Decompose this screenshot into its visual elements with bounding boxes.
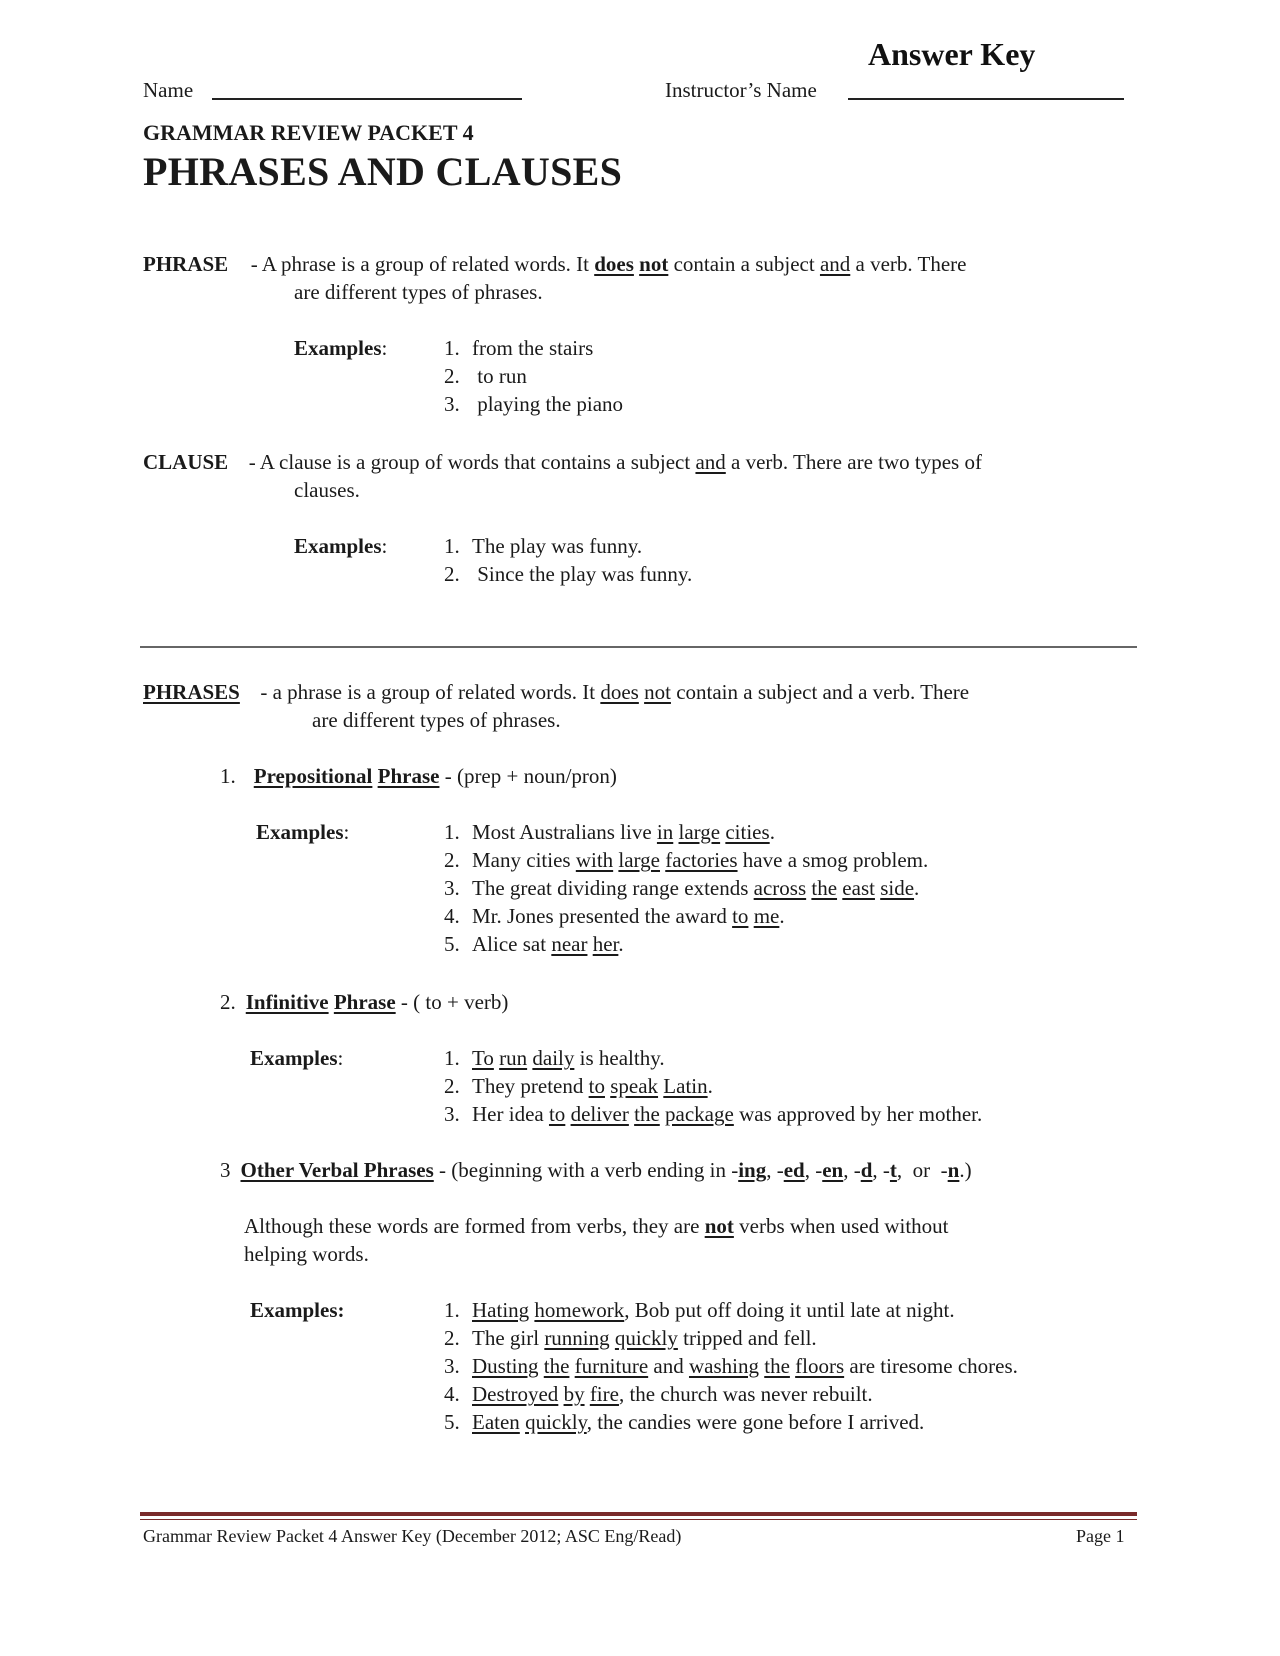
phrase-term: PHRASE [143, 252, 229, 276]
list-item: 1. Hating homework, Bob put off doing it until late at night. [444, 1298, 955, 1322]
list-item: 3. playing the piano [444, 392, 624, 416]
answer-key-heading: Answer Key [868, 36, 1036, 72]
clause-definition-line1: CLAUSE - A clause is a group of words that contains a subject and a verb. There are two types of [143, 450, 982, 474]
section-divider [140, 646, 1137, 648]
other-verbal-examples-list [444, 1296, 1018, 1436]
prepositional-examples-label: Examples: [256, 820, 350, 844]
page-number: Page 1 [1076, 1526, 1125, 1546]
other-verbal-examples-label: Examples: [250, 1298, 345, 1322]
phrase-examples-label: Examples: [294, 336, 388, 360]
other-verbal-heading: 3 Other Verbal Phrases - (beginning with a verb ending in -ing, -ed, -en, -d, -t, or -n.) [220, 1158, 972, 1182]
prepositional-examples-list [444, 818, 928, 958]
phrases-term: PHRASES [143, 680, 240, 704]
name-field-line[interactable] [212, 98, 522, 100]
clause-definition-line2: clauses. [294, 478, 360, 502]
list-item: 3. Dusting the furniture and washing the floors are tiresome chores. [444, 1354, 1018, 1378]
list-item: 5. Eaten quickly, the candies were gone before I arrived. [444, 1410, 925, 1434]
footer-text: Grammar Review Packet 4 Answer Key (December 2012; ASC Eng/Read) [143, 1526, 682, 1546]
footer-rule-thin [140, 1519, 1137, 1520]
phrase-definition-line1: PHRASE - A phrase is a group of related words. It does not contain a subject and a verb. There [143, 252, 967, 276]
prepositional-heading: 1. Prepositional Phrase - (prep + noun/pron) [220, 764, 617, 788]
list-item: 2. Since the play was funny. [444, 562, 693, 586]
phrase-examples-list [444, 334, 623, 418]
list-item: 4. Destroyed by fire, the church was never rebuilt. [444, 1382, 873, 1406]
clause-term: CLAUSE [143, 450, 229, 474]
instructor-name-field-line[interactable] [848, 98, 1124, 100]
list-item: 1. To run daily is healthy. [444, 1046, 665, 1070]
instructor-name-label: Instructor’s Name [665, 78, 817, 102]
packet-title: GRAMMAR REVIEW PACKET 4 [143, 120, 474, 145]
list-item: 3. Her idea to deliver the package was approved by her mother. [444, 1102, 983, 1126]
list-item: 2. to run [444, 364, 527, 388]
list-item: 5. Alice sat near her. [444, 932, 624, 956]
phrases-section-line1: PHRASES - a phrase is a group of related words. It does not contain a subject and a verb. There [143, 680, 970, 704]
clause-examples-label: Examples: [294, 534, 388, 558]
list-item: 2. Many cities with large factories have a smog problem. [444, 848, 929, 872]
clause-examples-list [444, 532, 692, 588]
page-title: PHRASES AND CLAUSES [143, 149, 623, 194]
infinitive-examples-list [444, 1044, 982, 1128]
infinitive-examples-label: Examples: [250, 1046, 344, 1070]
footer-rule [140, 1512, 1137, 1516]
phrase-definition-line2: are different types of phrases. [294, 280, 543, 304]
other-verbal-note-line2: helping words. [244, 1242, 369, 1266]
list-item: 4. Mr. Jones presented the award to me. [444, 904, 785, 928]
infinitive-heading: 2. Infinitive Phrase - ( to + verb) [220, 990, 509, 1014]
list-item: 1. The play was funny. [444, 534, 643, 558]
name-label: Name [143, 78, 194, 102]
list-item: 2. They pretend to speak Latin. [444, 1074, 713, 1098]
list-item: 3. The great dividing range extends across the east side. [444, 876, 920, 900]
list-item: 2. The girl running quickly tripped and fell. [444, 1326, 817, 1350]
phrases-section-line2: are different types of phrases. [312, 708, 561, 732]
list-item: 1. from the stairs [444, 336, 594, 360]
other-verbal-note-line1: Although these words are formed from verbs, they are not verbs when used without [244, 1214, 949, 1238]
list-item: 1. Most Australians live in large cities. [444, 820, 775, 844]
